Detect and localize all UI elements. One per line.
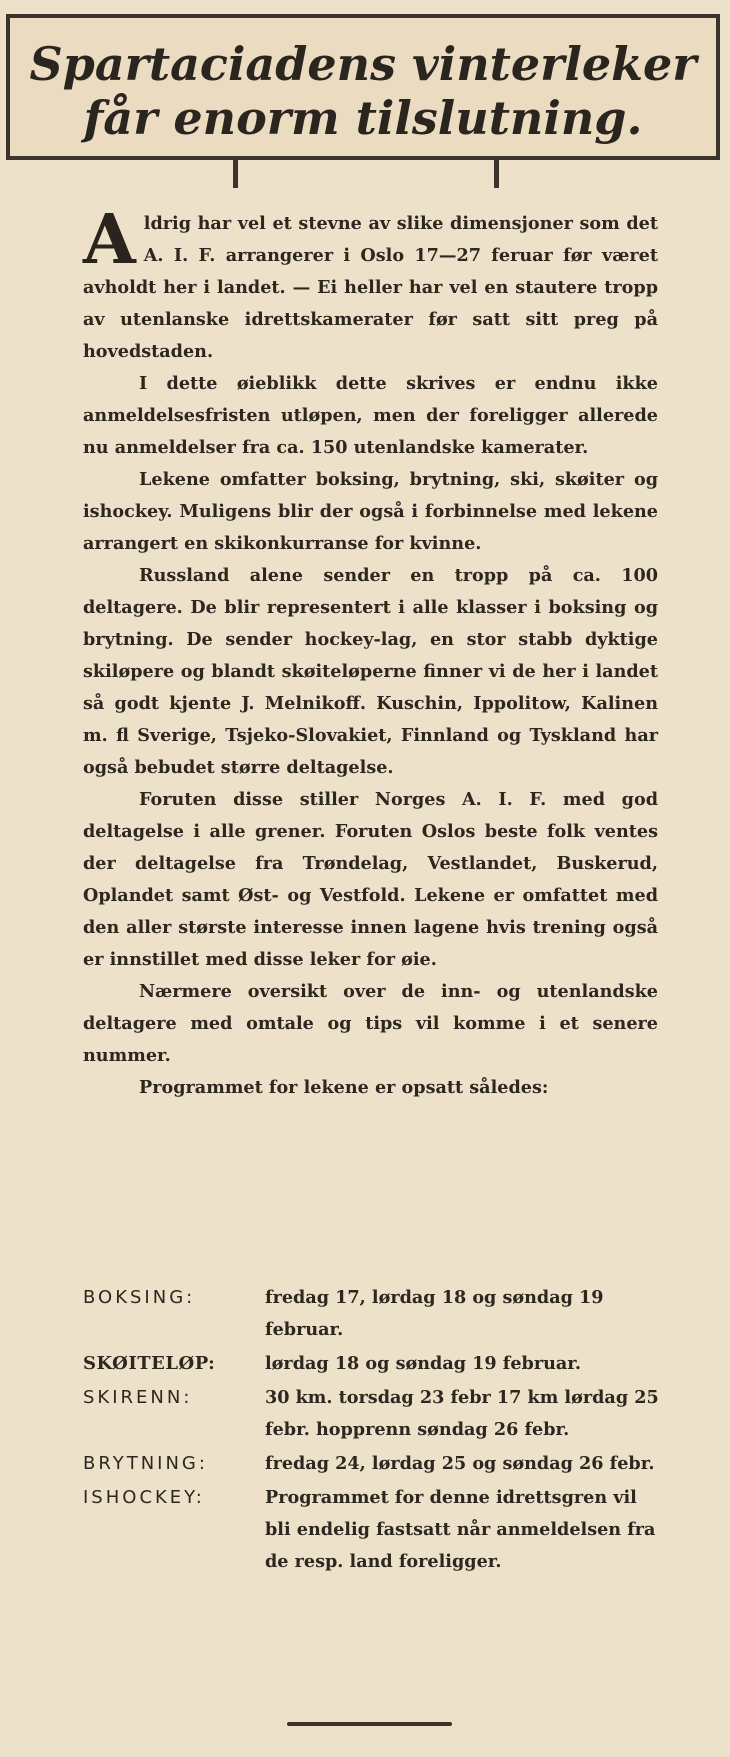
program-text: Programmet for denne idrettsgren vil bli endelig fastsatt når anmeldelsen fra de resp. land foreligger. xyxy=(265,1487,656,1572)
article-paragraph-1 xyxy=(83,200,658,368)
program-text: 30 km. torsdag 23 febr 17 km lørdag 25 febr. hopprenn søndag 26 febr. xyxy=(265,1387,659,1440)
program-text: fredag 17, lørdag 18 og søndag 19 februar. xyxy=(265,1287,604,1340)
article-paragraph-7: Programmet for lekene er opsatt således: xyxy=(139,1077,549,1098)
program-row-ishockey xyxy=(83,1482,663,1578)
article-paragraph-5: Foruten disse stiller Norges A. I. F. med god deltagelse i alle grener. Foruten Oslos beste folk ventes der deltagelse fra Trøndelag, Vestlandet, Buskerud, Oplandet samt Øst- og Vestfold. Lekene er omfattet med den aller største interesse innen lagene hvis trening også er innstillet med disse leker for øie. xyxy=(83,789,658,970)
article-paragraph-2: I dette øieblikk dette skrives er endnu ikke anmeldelsesfristen utløpen, men der foreligger allerede nu anmeldelser fra ca. 150 utenlandske kamerater. xyxy=(83,373,658,458)
program-label: BRYTNING: xyxy=(83,1453,208,1474)
drop-cap: A xyxy=(83,200,136,280)
headline-line-2: får enorm tilslutning. xyxy=(83,91,643,145)
headline-line-1: Spartaciadens vinterleker xyxy=(29,37,697,91)
article-paragraph-1-text: ldrig har vel et stevne av slike dimensjoner som det A. I. F. arrangerer i Oslo 17—27 feruar før været avholdt her i landet. — Ei heller har vel en stautere tropp av utenlanske idrettskamerater før satt sitt preg på hovedstaden. xyxy=(83,213,658,362)
headline-box xyxy=(6,14,720,160)
program-row-skoitelop xyxy=(83,1348,663,1380)
headline-bracket-right xyxy=(494,160,720,188)
program-row-skirenn xyxy=(83,1382,663,1446)
program-text: lørdag 18 og søndag 19 februar. xyxy=(265,1353,582,1374)
article-paragraph-4: Russland alene sender en tropp på ca. 100 deltagere. De blir representert i alle klasser i boksing og brytning. De sender hockey-lag, en stor stabb dyktige skiløpere og blandt skøiteløperne finner vi de her i landet så godt kjente J. Melnikoff. Kuschin, Ippolitow, Kalinen m. fl Sverige, Tsjeko-Slovakiet, Finnland og Tyskland har også bebudet større deltagelse. xyxy=(83,565,658,778)
program-label: SKIRENN: xyxy=(83,1387,193,1408)
article-paragraph-3: Lekene omfatter boksing, brytning, ski, skøiter og ishockey. Muligens blir der også i forbinnelse med lekene arrangert en skikonkurranse for kvinne. xyxy=(83,469,658,554)
program-row-brytning xyxy=(83,1448,663,1480)
article-paragraph-6: Nærmere oversikt over de inn- og utenlandske deltagere med omtale og tips vil komme i et senere nummer. xyxy=(83,981,658,1066)
end-rule xyxy=(287,1722,452,1726)
program-list xyxy=(83,1282,663,1580)
article-body xyxy=(83,200,658,1104)
program-label: SKØITELØP: xyxy=(83,1353,216,1374)
program-row-boksing xyxy=(83,1282,663,1346)
program-label: ISHOCKEY: xyxy=(83,1487,205,1508)
program-text: fredag 24, lørdag 25 og søndag 26 febr. xyxy=(265,1453,655,1474)
headline-bracket-left xyxy=(6,160,238,188)
program-label: BOKSING: xyxy=(83,1287,196,1308)
